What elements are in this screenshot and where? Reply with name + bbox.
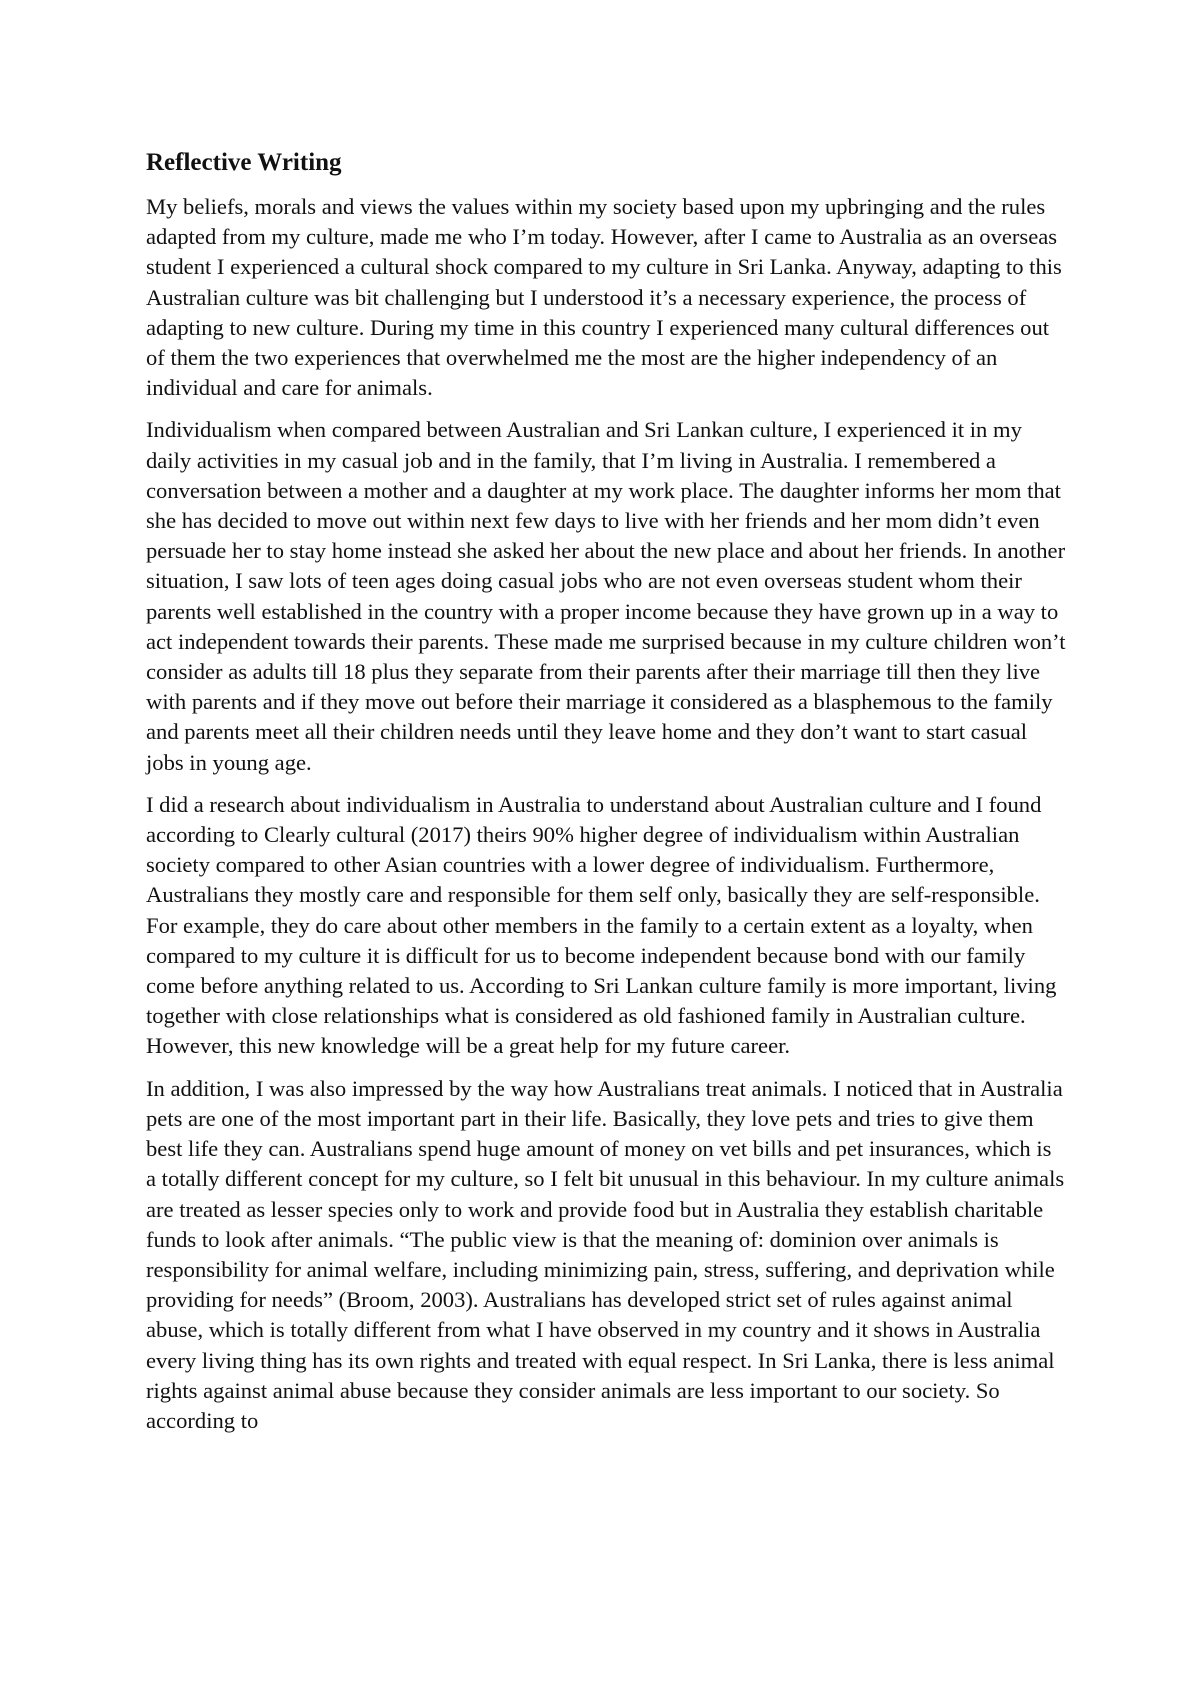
paragraph-animal-care: In addition, I was also impressed by the way how Australians treat animals. I noticed that in Australia pets are one of the most important part in their life. Basically, they love pets and tries to give them best life they can. Australians spend huge amount of money on vet bills and pet insurances, which is a totally different concept for my culture, so I felt bit unusual in this behaviour. In my culture animals are treated as lesser species only to work and provide food but in Australia they establish charitable funds to look after animals. “The public view is that the meaning of: dominion over animals is responsibility for animal welfare, including minimizing pain, stress, suffering, and deprivation while providing for needs” (Broom, 2003). Australians has developed strict set of rules against animal abuse, which is totally different from what I have observed in my country and it shows in Australia every living thing has its own rights and treated with equal respect. In Sri Lanka, there is less animal rights against animal abuse because they consider animals are less important to our society. So according to xyxy=(146,1075,1065,1433)
paragraph-intro: My beliefs, morals and views the values within my society based upon my upbringing and the rules adapted from my culture, made me who I’m today. However, after I came to Australia as an overseas student I experienced a cultural shock compared to my culture in Sri Lanka. Anyway, adapting to this Australian culture was bit challenging but I understood it’s a necessary experience, the process of adapting to new culture. During my time in this country I experienced many cultural differences out of them the two experiences that overwhelmed me the most are the higher independency of an individual and care for animals. xyxy=(146,194,1062,401)
document-title: Reflective Writing xyxy=(146,149,342,176)
paragraph-individualism-experience: Individualism when compared between Australian and Sri Lankan culture, I experienced it in my daily activities in my casual job and in the family, that I’m living in Australia. I remembered a conversation between a mother and a daughter at my work place. The daughter informs her mom that she has decided to move out within next few days to live with her friends and her mom didn’t even persuade her to stay home instead she asked her about the new place and about her friends. In another situation, I saw lots of teen ages doing casual jobs who are not even overseas student whom their parents well established in the country with a proper income because they have grown up in a way to act independent towards their parents. These made me surprised because in my culture children won’t consider as adults till 18 plus they separate from their parents after their marriage till then they live with parents and if they move out before their marriage it considered as a blasphemous to the family and parents meet all their children needs until they leave home and they don’t want to start casual jobs in young age. xyxy=(146,417,1066,775)
document-body xyxy=(146,146,1066,1448)
paragraph-individualism-research: I did a research about individualism in Australia to understand about Australian culture and I found according to Clearly cultural (2017) theirs 90% higher degree of individualism within Australian society compared to other Asian countries with a lower degree of individualism. Furthermore, Australians they mostly care and responsible for them self only, basically they are self-responsible. For example, they do care about other members in the family to a certain extent as a loyalty, when compared to my culture it is difficult for us to become independent because bond with our family come before anything related to us. According to Sri Lankan culture family is more important, living together with close relationships what is considered as old fashioned family in Australian culture. However, this new knowledge will be a great help for my future career. xyxy=(146,791,1057,1059)
